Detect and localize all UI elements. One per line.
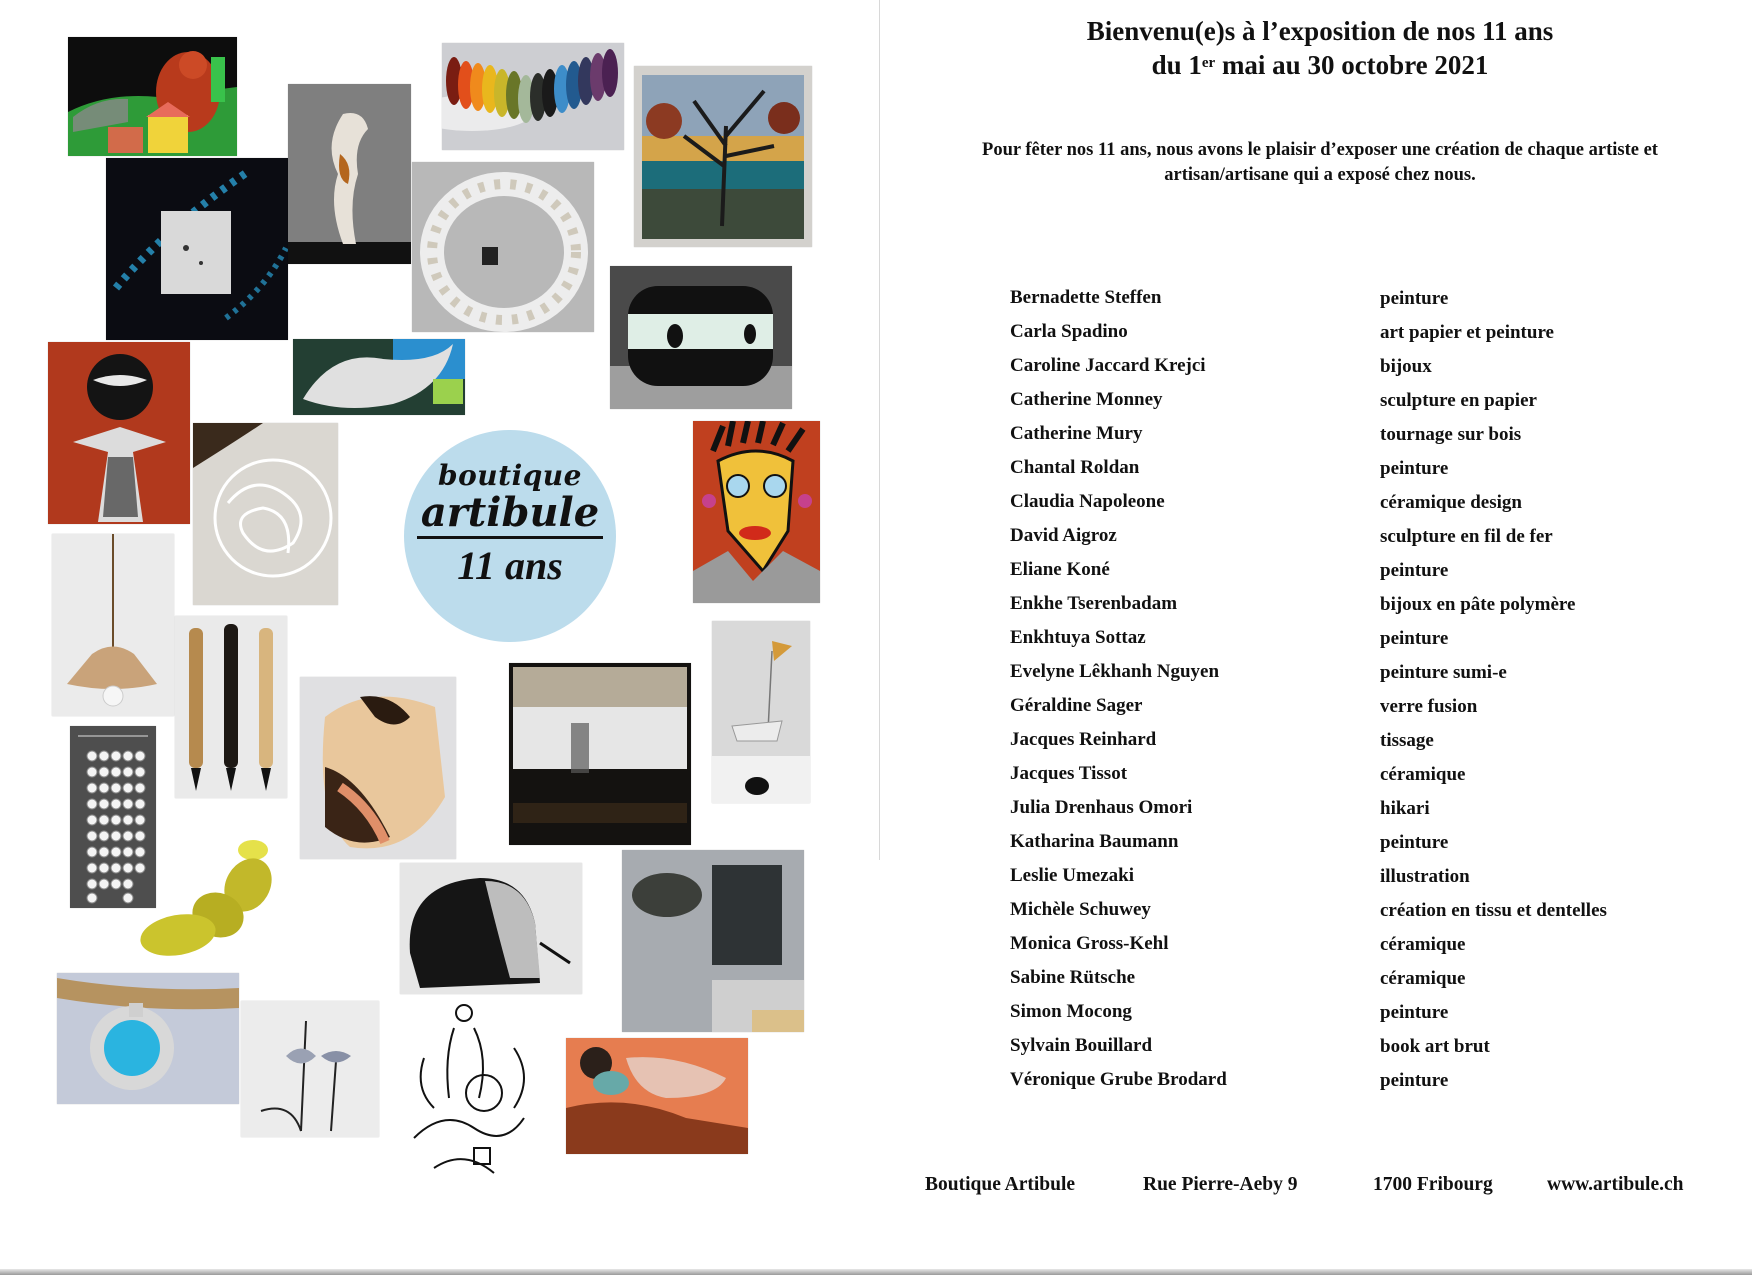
intro-line-2: artisan/artisane qui a exposé chez nous.	[1164, 165, 1476, 185]
artwork-grey-abstract	[622, 850, 804, 1032]
artist-row	[1010, 864, 1650, 898]
artwork-tree-landscape	[634, 66, 812, 247]
artist-name: Catherine Mury	[1010, 423, 1143, 444]
artwork-sumi-irises	[241, 1001, 379, 1137]
artwork-dark-abstract	[509, 663, 691, 845]
artwork-wooden-pens	[175, 616, 287, 798]
logo-line-boutique: boutique	[438, 459, 582, 492]
artist-name: Enkhtuya Sottaz	[1010, 627, 1146, 648]
artwork-wire-bird	[712, 621, 810, 803]
artist-name: Jacques Reinhard	[1010, 729, 1157, 750]
logo-line-anniversary: 11 ans	[457, 543, 563, 588]
artist-row	[1010, 286, 1650, 320]
date-start-prefix: du 1	[1151, 50, 1202, 80]
artist-name: Leslie Umezaki	[1010, 865, 1135, 886]
boutique-artibule-logo	[404, 430, 616, 642]
artist-row	[1010, 388, 1650, 422]
artist-discipline: céramique	[1380, 968, 1466, 989]
artwork-ink-drawing	[404, 998, 550, 1180]
artist-row	[1010, 1000, 1650, 1034]
artist-discipline: art papier et peinture	[1380, 322, 1554, 343]
artist-name: Géraldine Sager	[1010, 695, 1143, 716]
artist-discipline: sculpture en fil de fer	[1380, 526, 1553, 547]
page-fold-line	[879, 0, 880, 860]
artist-row	[1010, 558, 1650, 592]
artist-discipline: illustration	[1380, 866, 1470, 887]
artist-name: Véronique Grube Brodard	[1010, 1069, 1227, 1090]
artwork-paper-sculpture	[288, 84, 411, 264]
artist-discipline: bijoux	[1380, 356, 1432, 377]
artist-name: Evelyne Lêkhanh Nguyen	[1010, 661, 1220, 682]
artist-discipline: céramique design	[1380, 492, 1522, 513]
artist-name: Sylvain Bouillard	[1010, 1035, 1153, 1056]
artwork-white-wreath	[412, 162, 594, 332]
artist-name: David Aigroz	[1010, 525, 1117, 546]
footer-website-link[interactable]: www.artibule.ch	[1547, 1174, 1684, 1195]
artist-discipline: peinture sumi-e	[1380, 662, 1507, 683]
artist-row	[1010, 490, 1650, 524]
artist-name: Caroline Jaccard Krejci	[1010, 355, 1206, 376]
artist-discipline: tissage	[1380, 730, 1434, 751]
artist-discipline: book art brut	[1380, 1036, 1490, 1057]
artist-row	[1010, 830, 1650, 864]
artwork-ceramic-bowl	[610, 266, 792, 409]
date-range-text: mai au 30 octobre 2021	[1215, 50, 1489, 80]
artwork-rainbow-leaves	[442, 43, 624, 150]
artwork-blue-pendant	[57, 973, 239, 1104]
artist-name: Katharina Baumann	[1010, 831, 1179, 852]
artist-discipline: céramique	[1380, 764, 1466, 785]
artwork-reclining-woman	[566, 1038, 748, 1154]
artist-discipline: création en tissu et dentelles	[1380, 900, 1607, 921]
artist-name: Simon Mocong	[1010, 1001, 1132, 1022]
artwork-city-monster-painting	[68, 37, 237, 156]
artwork-face-painting	[693, 421, 820, 603]
artist-discipline: peinture	[1380, 458, 1449, 479]
artwork-whale-collage	[293, 339, 465, 415]
artist-row	[1010, 694, 1650, 728]
artwork-yellow-pods	[128, 830, 296, 960]
artist-row	[1010, 456, 1650, 490]
footer-street-address: Rue Pierre-Aeby 9	[1143, 1174, 1298, 1195]
logo-line-artibule: artibule	[420, 489, 600, 536]
artist-row	[1010, 320, 1650, 354]
artist-discipline: peinture	[1380, 560, 1449, 581]
artist-discipline: peinture	[1380, 1002, 1449, 1023]
artwork-paper-block	[300, 677, 456, 859]
artwork-blue-black-abstract	[106, 158, 288, 340]
artist-name: Jacques Tissot	[1010, 763, 1128, 784]
artist-row	[1010, 898, 1650, 932]
date-ordinal-superscript: er	[1201, 55, 1216, 71]
artist-name: Julia Drenhaus Omori	[1010, 797, 1193, 818]
artist-row	[1010, 592, 1650, 626]
artwork-idol-figure	[48, 342, 190, 524]
artist-name: Monica Gross-Kehl	[1010, 933, 1169, 954]
artwork-pendant-lamp	[52, 534, 174, 716]
scan-edge	[0, 1269, 1752, 1275]
intro-line-1: Pour fêter nos 11 ans, nous avons le plaisir d’exposer une création de chaque artiste et	[982, 140, 1658, 160]
artist-row	[1010, 524, 1650, 558]
artist-row	[1010, 626, 1650, 660]
artist-discipline: sculpture en papier	[1380, 390, 1537, 411]
artist-row	[1010, 728, 1650, 762]
artwork-wire-sphere	[193, 423, 338, 605]
artist-discipline: peinture	[1380, 1070, 1449, 1091]
artist-name: Eliane Koné	[1010, 559, 1110, 580]
artist-list	[1010, 286, 1650, 1102]
artist-name: Sabine Rütsche	[1010, 967, 1136, 988]
artist-discipline: peinture	[1380, 288, 1449, 309]
artist-discipline: verre fusion	[1380, 696, 1478, 717]
artist-row	[1010, 796, 1650, 830]
artist-row	[1010, 660, 1650, 694]
exhibition-title	[930, 14, 1710, 82]
artist-name: Catherine Monney	[1010, 389, 1163, 410]
logo-divider	[417, 536, 603, 539]
artist-discipline: céramique	[1380, 934, 1466, 955]
footer-city: 1700 Fribourg	[1373, 1174, 1493, 1195]
artist-row	[1010, 354, 1650, 388]
artist-discipline: tournage sur bois	[1380, 424, 1522, 445]
artist-name: Carla Spadino	[1010, 321, 1128, 342]
artist-name: Michèle Schuwey	[1010, 899, 1151, 920]
artist-name: Chantal Roldan	[1010, 457, 1140, 478]
artist-discipline: bijoux en pâte polymère	[1380, 594, 1576, 615]
title-line-welcome: Bienvenu(e)s à l’exposition de nos 11 ans	[1086, 16, 1554, 46]
artist-name: Bernadette Steffen	[1010, 287, 1162, 308]
intro-paragraph	[930, 138, 1710, 188]
title-line-dates	[930, 48, 1710, 82]
artist-discipline: peinture	[1380, 628, 1449, 649]
artist-row	[1010, 932, 1650, 966]
footer-shop-name: Boutique Artibule	[925, 1174, 1076, 1195]
artist-row	[1010, 1034, 1650, 1068]
artist-name: Claudia Napoleone	[1010, 491, 1165, 512]
artist-name: Enkhe Tserenbadam	[1010, 593, 1178, 614]
artist-row	[1010, 1068, 1650, 1102]
artist-discipline: hikari	[1380, 798, 1430, 819]
artist-discipline: peinture	[1380, 832, 1449, 853]
artist-row	[1010, 422, 1650, 456]
artist-row	[1010, 762, 1650, 796]
artist-row	[1010, 966, 1650, 1000]
artwork-black-purse	[400, 863, 582, 994]
